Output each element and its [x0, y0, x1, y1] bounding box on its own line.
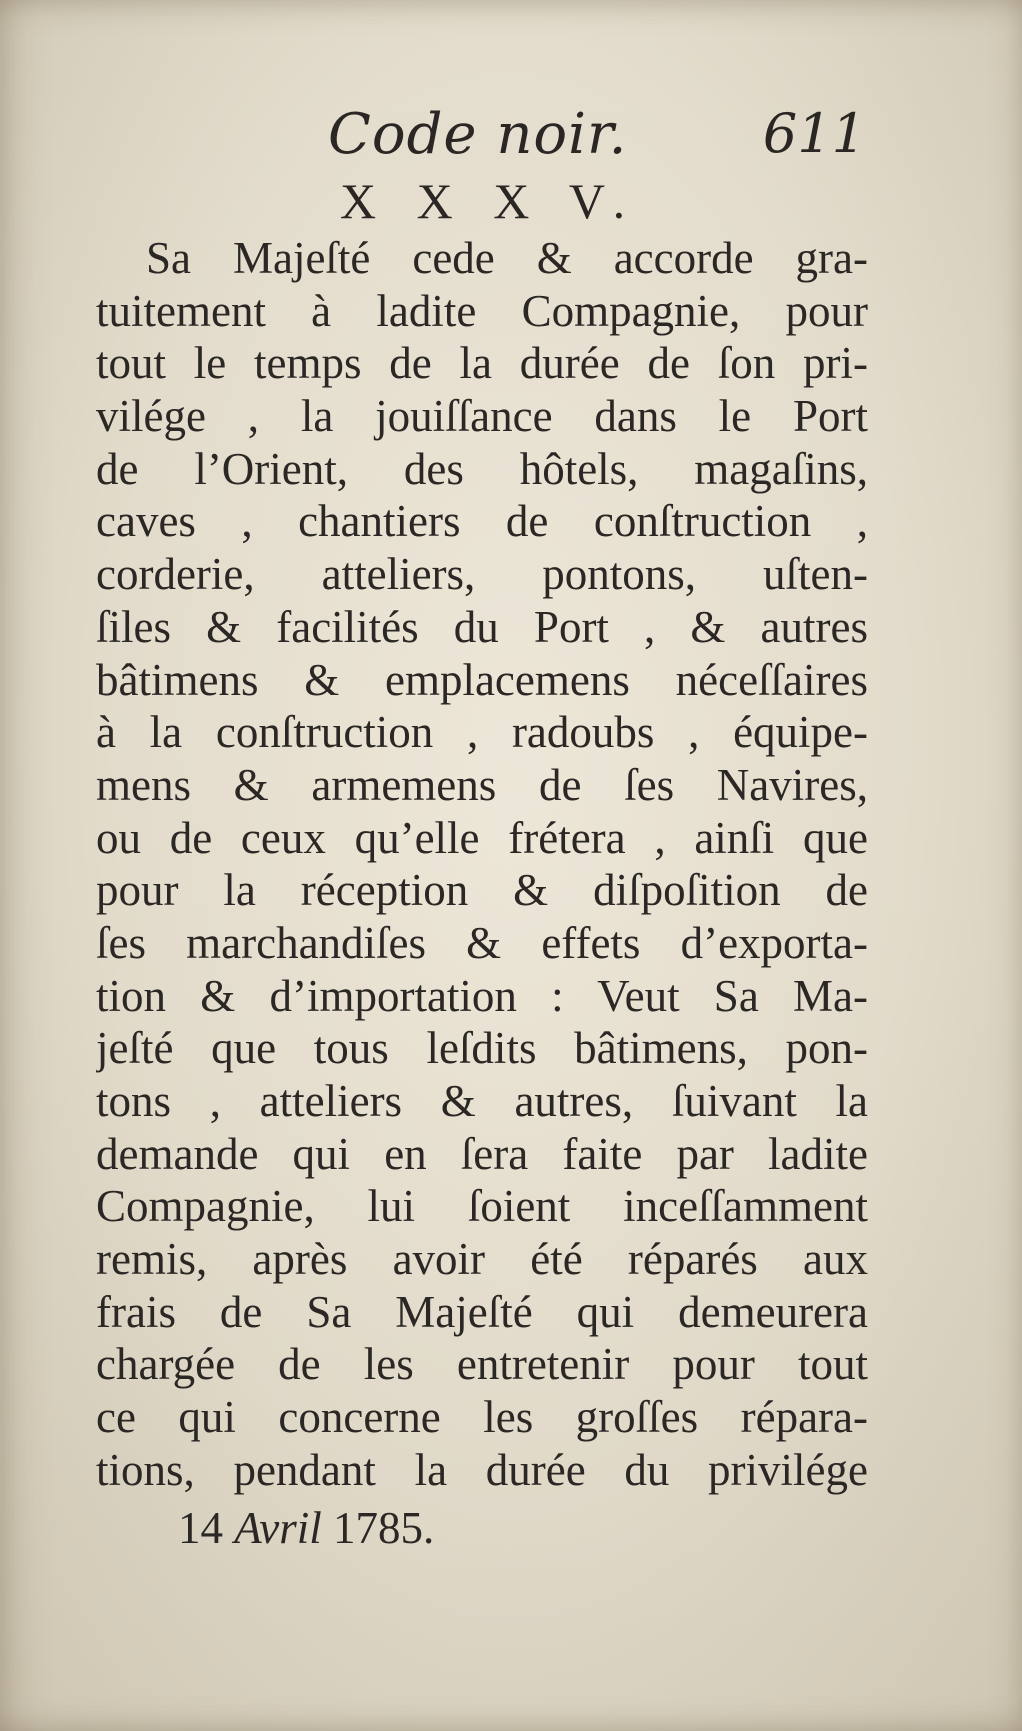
text-line: tuitement à ladite Compagnie, pour	[96, 285, 868, 336]
text-line: demande qui en ſera faite par ladite	[96, 1128, 868, 1179]
text-line: à la conſtruction , radoubs , équipe-	[96, 707, 868, 758]
text-line: vilége , la jouiſſance dans le Port	[96, 391, 868, 442]
text-line: ſes marchandiſes & effets d’exporta-	[96, 917, 868, 968]
text-line: tions, pendant la durée du privilége	[96, 1444, 868, 1495]
text-line: tion & d’importation : Veut Sa Ma-	[96, 970, 868, 1021]
text-line: de l’Orient, des hôtels, magaſins,	[96, 443, 868, 494]
text-line: ou de ceux qu’elle frétera , ainſi que	[96, 812, 868, 863]
text-line: mens & armemens de ſes Navires,	[96, 759, 868, 810]
text-line: chargée de les entretenir pour tout	[96, 1339, 868, 1390]
date-day: 14	[178, 1503, 223, 1553]
text-line: pour la réception & diſpoſition de	[96, 865, 868, 916]
text-line: tons , atteliers & autres, ſuivant la	[96, 1076, 868, 1126]
text-line: jeſté que tous leſdits bâtimens, pon-	[96, 1023, 868, 1074]
text-line: bâtimens & emplacemens néceſſaires	[96, 654, 868, 705]
text-line: Compagnie, lui ſoient inceſſamment	[96, 1181, 868, 1232]
text-line: corderie, atteliers, pontons, uſten-	[96, 549, 868, 600]
text-line: frais de Sa Majeſté qui demeurera	[96, 1286, 868, 1337]
text-line: ce qui concerne les groſſes répara-	[96, 1392, 868, 1443]
text-line: tout le temps de la durée de ſon pri-	[96, 338, 868, 389]
text-line: Sa Majeſté cede & accorde gra-	[146, 233, 868, 283]
article-text	[96, 232, 868, 1497]
text-line: remis, après avoir été réparés aux	[96, 1234, 868, 1285]
running-head	[96, 102, 866, 182]
page-number: 611	[762, 102, 866, 165]
running-head-title: Code noir.	[328, 102, 628, 167]
section-number: X X X V.	[340, 173, 640, 229]
text-line: caves , chantiers de conſtruction ,	[96, 496, 868, 547]
date-month: Avril	[234, 1503, 322, 1553]
date-year: 1785.	[333, 1503, 435, 1553]
text-line: ſiles & facilités du Port , & autres	[96, 601, 868, 652]
date-line	[178, 1502, 434, 1554]
